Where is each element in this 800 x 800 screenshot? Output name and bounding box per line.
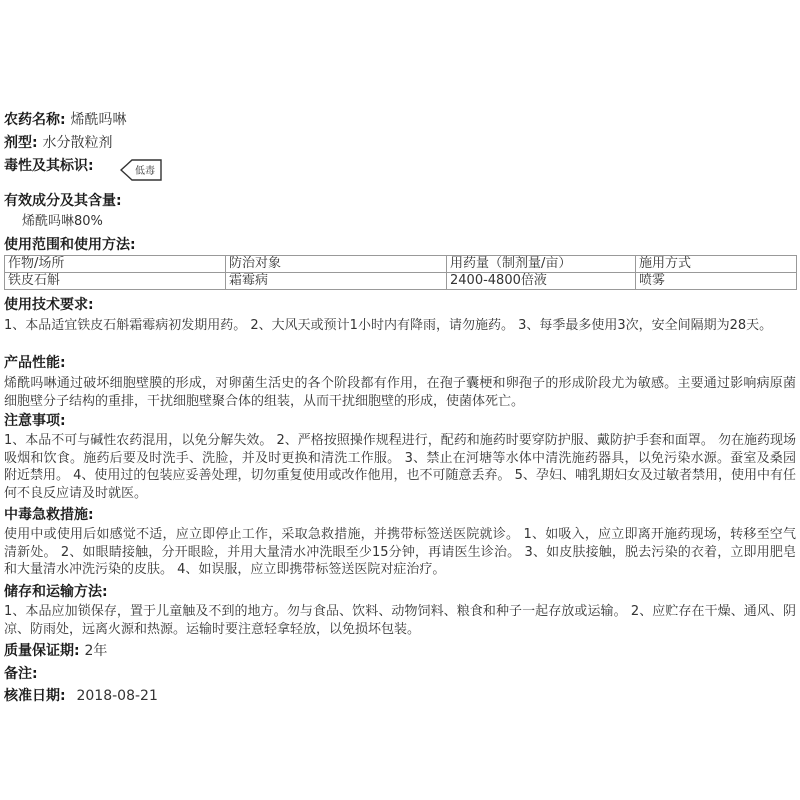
table-header-cell: 作物/场所 [5,256,226,273]
table-cell: 霜霉病 [226,273,447,290]
toxicity-label: 毒性及其标识: [4,158,94,174]
storage-label: 储存和运输方法: [4,584,108,600]
toxicity-badge-text: 低毒 [135,166,155,177]
storage-text: 1、本品应加锁保存，置于儿童触及不到的地方。勿与食品、饮料、动物饲料、粮食和种子一起存放或运输。 2、应贮存在干燥、通风、阴凉、防雨处，远离火源和热源。运输时要注意轻拿轻放，以免损坏包装。 [4,604,796,637]
formulation-value: 水分散粒剂 [42,135,113,151]
table-cell: 2400-4800倍液 [447,273,636,290]
first-aid-label: 中毒急救措施: [4,507,94,523]
approval-date-row [4,687,158,705]
precautions-text: 1、本品不可与碱性农药混用，以免分解失效。 2、严格按照操作规程进行，配药和施药时要穿防护服、戴防护手套和面罩。 勿在施药现场吸烟和饮食。施药后要及时洗手、洗脸，并及时更换和清洗工作服。 3、禁止在河塘等水体中清洗施药器具，以免污染水源。蚕室及桑园附近禁用。 4、使用过的包装应妥善处理，切勿重复使用或改作他用，也不可随意丢弃。 5、孕妇、哺乳期妇女及过敏者禁用，使用中有任何不良反应请及时就医。 [4,433,796,501]
approval-date-value: 2018-08-21 [76,688,158,704]
precautions-label: 注意事项: [4,413,66,429]
table-header-cell: 施用方式 [636,256,797,273]
low-toxicity-badge-icon [120,158,162,182]
pesticide-name-label: 农药名称: [4,112,66,128]
formulation-label: 剂型: [4,135,38,151]
performance-text: 烯酰吗啉通过破坏细胞壁膜的形成，对卵菌生活史的各个阶段都有作用，在孢子囊梗和卵孢子的形成阶段尤为敏感。主要通过影响病原菌细胞壁分子结构的重排，干扰细胞壁聚合体的组装，从而干扰细胞壁的形成，使菌体死亡。 [4,376,796,409]
usage-label: 使用范围和使用方法: [4,237,136,253]
pesticide-name-row [4,111,126,129]
approval-date-label: 核准日期: [4,688,66,704]
table-cell: 喷雾 [636,273,797,290]
ingredient-label: 有效成分及其含量: [4,193,122,209]
table-header-row [5,256,797,273]
tech-requirements-label: 使用技术要求: [4,297,94,313]
formulation-row [4,134,112,152]
first-aid-text: 使用中或使用后如感觉不适，应立即停止工作，采取急救措施，并携带标签送医院就诊。 1、如吸入，应立即离开施药现场，转移至空气清新处。 2、如眼睛接触，分开眼睑，并用大量清水冲洗眼至少15分钟，再请医生诊治。 3、如皮肤接触，脱去污染的衣着，立即用肥皂和大量清水冲洗污染的皮肤。 4、如误服，应立即携带标签送医院对症治疗。 [4,527,796,577]
table-cell: 铁皮石斛 [5,273,226,290]
tech-requirements-text: 1、本品适宜铁皮石斛霜霉病初发期用药。 2、大风天或预计1小时内有降雨，请勿施药。 3、每季最多使用3次，安全间隔期为28天。 [4,318,773,333]
pesticide-name-value: 烯酰吗啉 [70,112,127,128]
table-row [5,273,797,290]
usage-table [4,255,797,290]
ingredient-value: 烯酰吗啉80% [22,214,103,229]
table-header-cell: 防治对象 [226,256,447,273]
shelf-life-row [4,642,107,660]
performance-label: 产品性能: [4,355,66,371]
remarks-label: 备注: [4,666,38,682]
shelf-life-value: 2年 [84,643,108,659]
shelf-life-label: 质量保证期: [4,643,80,659]
table-header-cell: 用药量（制剂量/亩） [447,256,636,273]
